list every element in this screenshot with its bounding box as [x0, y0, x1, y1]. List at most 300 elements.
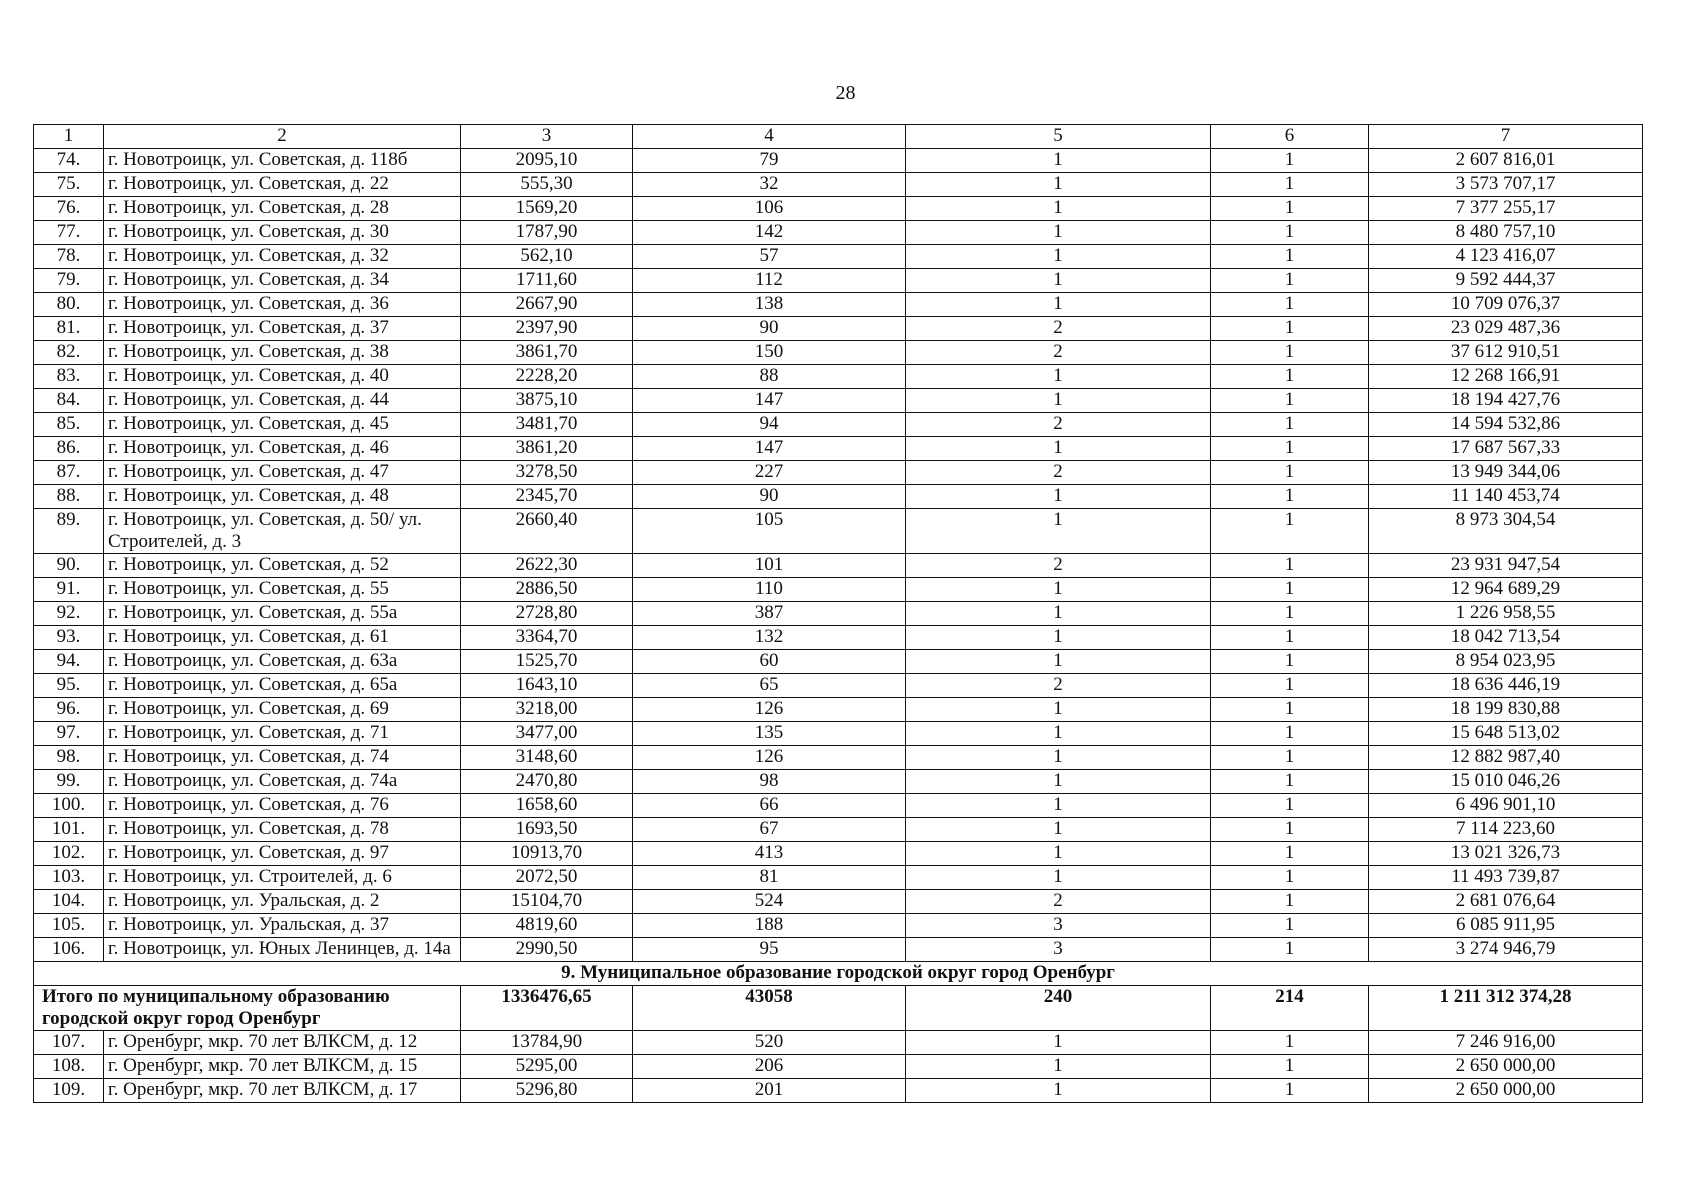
- row-number: 100.: [34, 794, 104, 818]
- residents-cell: 90: [633, 317, 906, 341]
- cost-cell: 13 949 344,06: [1369, 461, 1643, 485]
- residents-cell: 188: [633, 914, 906, 938]
- col6-cell: 1: [1211, 509, 1369, 554]
- address-cell: г. Новотроицк, ул. Советская, д. 118б: [104, 149, 461, 173]
- address-cell: г. Новотроицк, ул. Советская, д. 74а: [104, 770, 461, 794]
- section-heading-row: [34, 962, 1643, 986]
- table-row: [34, 293, 1643, 317]
- total-residents: 43058: [633, 986, 906, 1031]
- residents-cell: 142: [633, 221, 906, 245]
- col5-cell: 2: [906, 341, 1211, 365]
- col5-cell: 3: [906, 938, 1211, 962]
- table-row: [34, 698, 1643, 722]
- cost-cell: 8 954 023,95: [1369, 650, 1643, 674]
- table-row: [34, 389, 1643, 413]
- table-row: [34, 842, 1643, 866]
- residents-cell: 57: [633, 245, 906, 269]
- table-row: [34, 554, 1643, 578]
- residents-cell: 387: [633, 602, 906, 626]
- col6-cell: 1: [1211, 554, 1369, 578]
- col5-cell: 1: [906, 509, 1211, 554]
- address-cell: г. Новотроицк, ул. Советская, д. 40: [104, 365, 461, 389]
- col5-cell: 1: [906, 818, 1211, 842]
- table-row: [34, 413, 1643, 437]
- residents-cell: 135: [633, 722, 906, 746]
- residents-cell: 110: [633, 578, 906, 602]
- address-cell: г. Новотроицк, ул. Строителей, д. 6: [104, 866, 461, 890]
- table-row: [34, 485, 1643, 509]
- col5-cell: 1: [906, 365, 1211, 389]
- area-cell: 2095,10: [461, 149, 633, 173]
- address-cell: г. Новотроицк, ул. Уральская, д. 37: [104, 914, 461, 938]
- table-row: [34, 1055, 1643, 1079]
- residents-cell: 520: [633, 1031, 906, 1055]
- col5-cell: 1: [906, 626, 1211, 650]
- col5-cell: 1: [906, 293, 1211, 317]
- col6-cell: 1: [1211, 770, 1369, 794]
- table-row: [34, 794, 1643, 818]
- address-cell: г. Новотроицк, ул. Советская, д. 55: [104, 578, 461, 602]
- table-row: [34, 650, 1643, 674]
- cost-cell: 18 636 446,19: [1369, 674, 1643, 698]
- address-cell: г. Новотроицк, ул. Советская, д. 37: [104, 317, 461, 341]
- col6-cell: 1: [1211, 938, 1369, 962]
- residents-cell: 101: [633, 554, 906, 578]
- residents-cell: 413: [633, 842, 906, 866]
- address-cell: г. Новотроицк, ул. Советская, д. 34: [104, 269, 461, 293]
- col5-cell: 1: [906, 197, 1211, 221]
- residents-cell: 95: [633, 938, 906, 962]
- residents-cell: 67: [633, 818, 906, 842]
- area-cell: 3364,70: [461, 626, 633, 650]
- col5-cell: 1: [906, 650, 1211, 674]
- row-number: 106.: [34, 938, 104, 962]
- residents-cell: 79: [633, 149, 906, 173]
- col6-cell: 1: [1211, 746, 1369, 770]
- residents-cell: 66: [633, 794, 906, 818]
- residents-cell: 60: [633, 650, 906, 674]
- row-number: 108.: [34, 1055, 104, 1079]
- col6-cell: 1: [1211, 842, 1369, 866]
- area-cell: 10913,70: [461, 842, 633, 866]
- table-row: [34, 746, 1643, 770]
- total-cost: 1 211 312 374,28: [1369, 986, 1643, 1031]
- residents-cell: 150: [633, 341, 906, 365]
- area-cell: 3861,70: [461, 341, 633, 365]
- address-cell: г. Новотроицк, ул. Советская, д. 28: [104, 197, 461, 221]
- cost-cell: 18 042 713,54: [1369, 626, 1643, 650]
- row-number: 94.: [34, 650, 104, 674]
- address-cell: г. Новотроицк, ул. Советская, д. 55а: [104, 602, 461, 626]
- table-row: [34, 914, 1643, 938]
- col6-cell: 1: [1211, 866, 1369, 890]
- row-number: 85.: [34, 413, 104, 437]
- residents-cell: 126: [633, 746, 906, 770]
- total-area: 1336476,65: [461, 986, 633, 1031]
- col6-cell: 1: [1211, 245, 1369, 269]
- residents-cell: 112: [633, 269, 906, 293]
- cost-cell: 6 496 901,10: [1369, 794, 1643, 818]
- col5-cell: 1: [906, 149, 1211, 173]
- residents-cell: 81: [633, 866, 906, 890]
- residents-cell: 88: [633, 365, 906, 389]
- address-cell: г. Новотроицк, ул. Советская, д. 22: [104, 173, 461, 197]
- column-number: 7: [1369, 125, 1643, 149]
- col5-cell: 1: [906, 794, 1211, 818]
- cost-cell: 10 709 076,37: [1369, 293, 1643, 317]
- cost-cell: 2 681 076,64: [1369, 890, 1643, 914]
- address-cell: г. Новотроицк, ул. Советская, д. 69: [104, 698, 461, 722]
- table-row: [34, 722, 1643, 746]
- row-number: 74.: [34, 149, 104, 173]
- row-number: 86.: [34, 437, 104, 461]
- col6-cell: 1: [1211, 437, 1369, 461]
- col5-cell: 1: [906, 770, 1211, 794]
- col6-cell: 1: [1211, 914, 1369, 938]
- col6-cell: 1: [1211, 890, 1369, 914]
- area-cell: 2228,20: [461, 365, 633, 389]
- residents-cell: 524: [633, 890, 906, 914]
- col6-cell: 1: [1211, 461, 1369, 485]
- col6-cell: 1: [1211, 1031, 1369, 1055]
- col6-cell: 1: [1211, 149, 1369, 173]
- col5-cell: 3: [906, 914, 1211, 938]
- cost-cell: 12 268 166,91: [1369, 365, 1643, 389]
- row-number: 90.: [34, 554, 104, 578]
- residents-cell: 132: [633, 626, 906, 650]
- cost-cell: 4 123 416,07: [1369, 245, 1643, 269]
- cost-cell: 17 687 567,33: [1369, 437, 1643, 461]
- row-number: 101.: [34, 818, 104, 842]
- col5-cell: 2: [906, 461, 1211, 485]
- total-col6: 214: [1211, 986, 1369, 1031]
- address-cell: г. Новотроицк, ул. Советская, д. 65а: [104, 674, 461, 698]
- column-number: 3: [461, 125, 633, 149]
- cost-cell: 14 594 532,86: [1369, 413, 1643, 437]
- address-cell: г. Новотроицк, ул. Советская, д. 30: [104, 221, 461, 245]
- residents-cell: 32: [633, 173, 906, 197]
- cost-cell: 15 010 046,26: [1369, 770, 1643, 794]
- area-cell: 1711,60: [461, 269, 633, 293]
- table-row: [34, 269, 1643, 293]
- address-cell: г. Новотроицк, ул. Советская, д. 38: [104, 341, 461, 365]
- col6-cell: 1: [1211, 578, 1369, 602]
- table-row: [34, 173, 1643, 197]
- row-number: 82.: [34, 341, 104, 365]
- address-cell: г. Новотроицк, ул. Уральская, д. 2: [104, 890, 461, 914]
- cost-cell: 11 493 739,87: [1369, 866, 1643, 890]
- register-table: [33, 124, 1643, 1103]
- row-number: 93.: [34, 626, 104, 650]
- address-cell: г. Новотроицк, ул. Советская, д. 44: [104, 389, 461, 413]
- column-number: 5: [906, 125, 1211, 149]
- row-number: 89.: [34, 509, 104, 554]
- col6-cell: 1: [1211, 317, 1369, 341]
- cost-cell: 8 973 304,54: [1369, 509, 1643, 554]
- col5-cell: 1: [906, 578, 1211, 602]
- cost-cell: 2 650 000,00: [1369, 1079, 1643, 1103]
- table-row: [34, 1079, 1643, 1103]
- address-cell: г. Новотроицк, ул. Советская, д. 76: [104, 794, 461, 818]
- table-row: [34, 437, 1643, 461]
- table-row: [34, 365, 1643, 389]
- area-cell: 555,30: [461, 173, 633, 197]
- area-cell: 2470,80: [461, 770, 633, 794]
- cost-cell: 12 964 689,29: [1369, 578, 1643, 602]
- cost-cell: 6 085 911,95: [1369, 914, 1643, 938]
- row-number: 98.: [34, 746, 104, 770]
- row-number: 105.: [34, 914, 104, 938]
- table-row: [34, 221, 1643, 245]
- col5-cell: 1: [906, 842, 1211, 866]
- area-cell: 3875,10: [461, 389, 633, 413]
- col5-cell: 1: [906, 389, 1211, 413]
- col5-cell: 1: [906, 1055, 1211, 1079]
- col6-cell: 1: [1211, 674, 1369, 698]
- row-number: 95.: [34, 674, 104, 698]
- area-cell: 1569,20: [461, 197, 633, 221]
- area-cell: 2345,70: [461, 485, 633, 509]
- cost-cell: 18 199 830,88: [1369, 698, 1643, 722]
- address-cell: г. Новотроицк, ул. Советская, д. 32: [104, 245, 461, 269]
- cost-cell: 3 573 707,17: [1369, 173, 1643, 197]
- table-row: [34, 626, 1643, 650]
- col6-cell: 1: [1211, 341, 1369, 365]
- col6-cell: 1: [1211, 602, 1369, 626]
- row-number: 84.: [34, 389, 104, 413]
- table-row: [34, 938, 1643, 962]
- area-cell: 13784,90: [461, 1031, 633, 1055]
- row-number: 79.: [34, 269, 104, 293]
- cost-cell: 11 140 453,74: [1369, 485, 1643, 509]
- area-cell: 2667,90: [461, 293, 633, 317]
- area-cell: 2072,50: [461, 866, 633, 890]
- area-cell: 1787,90: [461, 221, 633, 245]
- col5-cell: 1: [906, 245, 1211, 269]
- col5-cell: 1: [906, 746, 1211, 770]
- table-row: [34, 674, 1643, 698]
- row-number: 107.: [34, 1031, 104, 1055]
- col5-cell: 1: [906, 602, 1211, 626]
- table-row: [34, 317, 1643, 341]
- address-cell: г. Новотроицк, ул. Советская, д. 71: [104, 722, 461, 746]
- col5-cell: 1: [906, 269, 1211, 293]
- address-cell: г. Оренбург, мкр. 70 лет ВЛКСМ, д. 17: [104, 1079, 461, 1103]
- col5-cell: 2: [906, 413, 1211, 437]
- residents-cell: 94: [633, 413, 906, 437]
- table-row: [34, 341, 1643, 365]
- residents-cell: 138: [633, 293, 906, 317]
- address-cell: г. Новотроицк, ул. Советская, д. 63а: [104, 650, 461, 674]
- address-cell: г. Новотроицк, ул. Советская, д. 46: [104, 437, 461, 461]
- row-number: 109.: [34, 1079, 104, 1103]
- area-cell: 15104,70: [461, 890, 633, 914]
- area-cell: 2660,40: [461, 509, 633, 554]
- row-number: 78.: [34, 245, 104, 269]
- area-cell: 3278,50: [461, 461, 633, 485]
- col6-cell: 1: [1211, 722, 1369, 746]
- col6-cell: 1: [1211, 269, 1369, 293]
- col5-cell: 2: [906, 554, 1211, 578]
- col5-cell: 1: [906, 1079, 1211, 1103]
- row-number: 88.: [34, 485, 104, 509]
- table-row: [34, 818, 1643, 842]
- column-number: 2: [104, 125, 461, 149]
- row-number: 75.: [34, 173, 104, 197]
- cost-cell: 18 194 427,76: [1369, 389, 1643, 413]
- residents-cell: 98: [633, 770, 906, 794]
- column-number: 4: [633, 125, 906, 149]
- address-cell: г. Новотроицк, ул. Советская, д. 36: [104, 293, 461, 317]
- cost-cell: 7 377 255,17: [1369, 197, 1643, 221]
- cost-cell: 2 650 000,00: [1369, 1055, 1643, 1079]
- section-heading: 9. Муниципальное образование городской округ город Оренбург: [34, 962, 1643, 986]
- address-cell: г. Новотроицк, ул. Советская, д. 74: [104, 746, 461, 770]
- cost-cell: 13 021 326,73: [1369, 842, 1643, 866]
- address-cell: г. Новотроицк, ул. Советская, д. 50/ ул. Строителей, д. 3: [104, 509, 461, 554]
- cost-cell: 23 931 947,54: [1369, 554, 1643, 578]
- residents-cell: 147: [633, 389, 906, 413]
- area-cell: 1643,10: [461, 674, 633, 698]
- table-row: [34, 578, 1643, 602]
- cost-cell: 7 114 223,60: [1369, 818, 1643, 842]
- row-number: 80.: [34, 293, 104, 317]
- row-number: 76.: [34, 197, 104, 221]
- page-number: 28: [835, 82, 856, 104]
- col5-cell: 1: [906, 221, 1211, 245]
- col5-cell: 1: [906, 485, 1211, 509]
- residents-cell: 206: [633, 1055, 906, 1079]
- cost-cell: 15 648 513,02: [1369, 722, 1643, 746]
- col6-cell: 1: [1211, 698, 1369, 722]
- residents-cell: 105: [633, 509, 906, 554]
- area-cell: 3477,00: [461, 722, 633, 746]
- area-cell: 3148,60: [461, 746, 633, 770]
- col5-cell: 2: [906, 674, 1211, 698]
- address-cell: г. Новотроицк, ул. Советская, д. 47: [104, 461, 461, 485]
- column-number: 6: [1211, 125, 1369, 149]
- area-cell: 4819,60: [461, 914, 633, 938]
- residents-cell: 201: [633, 1079, 906, 1103]
- address-cell: г. Оренбург, мкр. 70 лет ВЛКСМ, д. 12: [104, 1031, 461, 1055]
- col5-cell: 1: [906, 437, 1211, 461]
- address-cell: г. Новотроицк, ул. Советская, д. 48: [104, 485, 461, 509]
- col6-cell: 1: [1211, 818, 1369, 842]
- col6-cell: 1: [1211, 485, 1369, 509]
- table-row: [34, 245, 1643, 269]
- row-number: 102.: [34, 842, 104, 866]
- area-cell: 2397,90: [461, 317, 633, 341]
- area-cell: 1658,60: [461, 794, 633, 818]
- area-cell: 2728,80: [461, 602, 633, 626]
- col6-cell: 1: [1211, 365, 1369, 389]
- col6-cell: 1: [1211, 173, 1369, 197]
- column-number-header-row: [34, 125, 1643, 149]
- residents-cell: 227: [633, 461, 906, 485]
- cost-cell: 1 226 958,55: [1369, 602, 1643, 626]
- col6-cell: 1: [1211, 626, 1369, 650]
- col5-cell: 1: [906, 173, 1211, 197]
- col5-cell: 2: [906, 317, 1211, 341]
- area-cell: 562,10: [461, 245, 633, 269]
- row-number: 96.: [34, 698, 104, 722]
- address-cell: г. Новотроицк, ул. Советская, д. 97: [104, 842, 461, 866]
- cost-cell: 7 246 916,00: [1369, 1031, 1643, 1055]
- row-number: 97.: [34, 722, 104, 746]
- col5-cell: 1: [906, 722, 1211, 746]
- col6-cell: 1: [1211, 650, 1369, 674]
- col5-cell: 1: [906, 698, 1211, 722]
- col5-cell: 1: [906, 1031, 1211, 1055]
- area-cell: 3481,70: [461, 413, 633, 437]
- cost-cell: 23 029 487,36: [1369, 317, 1643, 341]
- table-row: [34, 461, 1643, 485]
- col6-cell: 1: [1211, 293, 1369, 317]
- col6-cell: 1: [1211, 413, 1369, 437]
- address-cell: г. Новотроицк, ул. Советская, д. 61: [104, 626, 461, 650]
- table-body-orenburg-rows: [34, 1031, 1643, 1103]
- table-body-novotroitsk: [34, 125, 1643, 962]
- col6-cell: 1: [1211, 389, 1369, 413]
- address-cell: г. Новотроицк, ул. Советская, д. 78: [104, 818, 461, 842]
- table-body-orenburg: [34, 962, 1643, 1031]
- col6-cell: 1: [1211, 1055, 1369, 1079]
- table-row: [34, 1031, 1643, 1055]
- row-number: 92.: [34, 602, 104, 626]
- area-cell: 3861,20: [461, 437, 633, 461]
- cost-cell: 3 274 946,79: [1369, 938, 1643, 962]
- row-number: 99.: [34, 770, 104, 794]
- col6-cell: 1: [1211, 197, 1369, 221]
- col6-cell: 1: [1211, 794, 1369, 818]
- col5-cell: 1: [906, 866, 1211, 890]
- row-number: 77.: [34, 221, 104, 245]
- row-number: 81.: [34, 317, 104, 341]
- total-col5: 240: [906, 986, 1211, 1031]
- table-row: [34, 149, 1643, 173]
- col6-cell: 1: [1211, 1079, 1369, 1103]
- residents-cell: 65: [633, 674, 906, 698]
- area-cell: 2990,50: [461, 938, 633, 962]
- cost-cell: 37 612 910,51: [1369, 341, 1643, 365]
- table-row: [34, 197, 1643, 221]
- residents-cell: 106: [633, 197, 906, 221]
- address-cell: г. Оренбург, мкр. 70 лет ВЛКСМ, д. 15: [104, 1055, 461, 1079]
- table-row: [34, 602, 1643, 626]
- table-row: [34, 509, 1643, 554]
- cost-cell: 2 607 816,01: [1369, 149, 1643, 173]
- address-cell: г. Новотроицк, ул. Юных Ленинцев, д. 14а: [104, 938, 461, 962]
- area-cell: 1525,70: [461, 650, 633, 674]
- area-cell: 2886,50: [461, 578, 633, 602]
- table-row: [34, 866, 1643, 890]
- cost-cell: 9 592 444,37: [1369, 269, 1643, 293]
- residents-cell: 126: [633, 698, 906, 722]
- residents-cell: 90: [633, 485, 906, 509]
- area-cell: 5295,00: [461, 1055, 633, 1079]
- area-cell: 2622,30: [461, 554, 633, 578]
- cost-cell: 8 480 757,10: [1369, 221, 1643, 245]
- address-cell: г. Новотроицк, ул. Советская, д. 45: [104, 413, 461, 437]
- area-cell: 1693,50: [461, 818, 633, 842]
- col6-cell: 1: [1211, 221, 1369, 245]
- col5-cell: 2: [906, 890, 1211, 914]
- residents-cell: 147: [633, 437, 906, 461]
- row-number: 104.: [34, 890, 104, 914]
- total-label: Итого по муниципальному образованию городской округ город Оренбург: [34, 986, 461, 1031]
- row-number: 91.: [34, 578, 104, 602]
- table-row: [34, 890, 1643, 914]
